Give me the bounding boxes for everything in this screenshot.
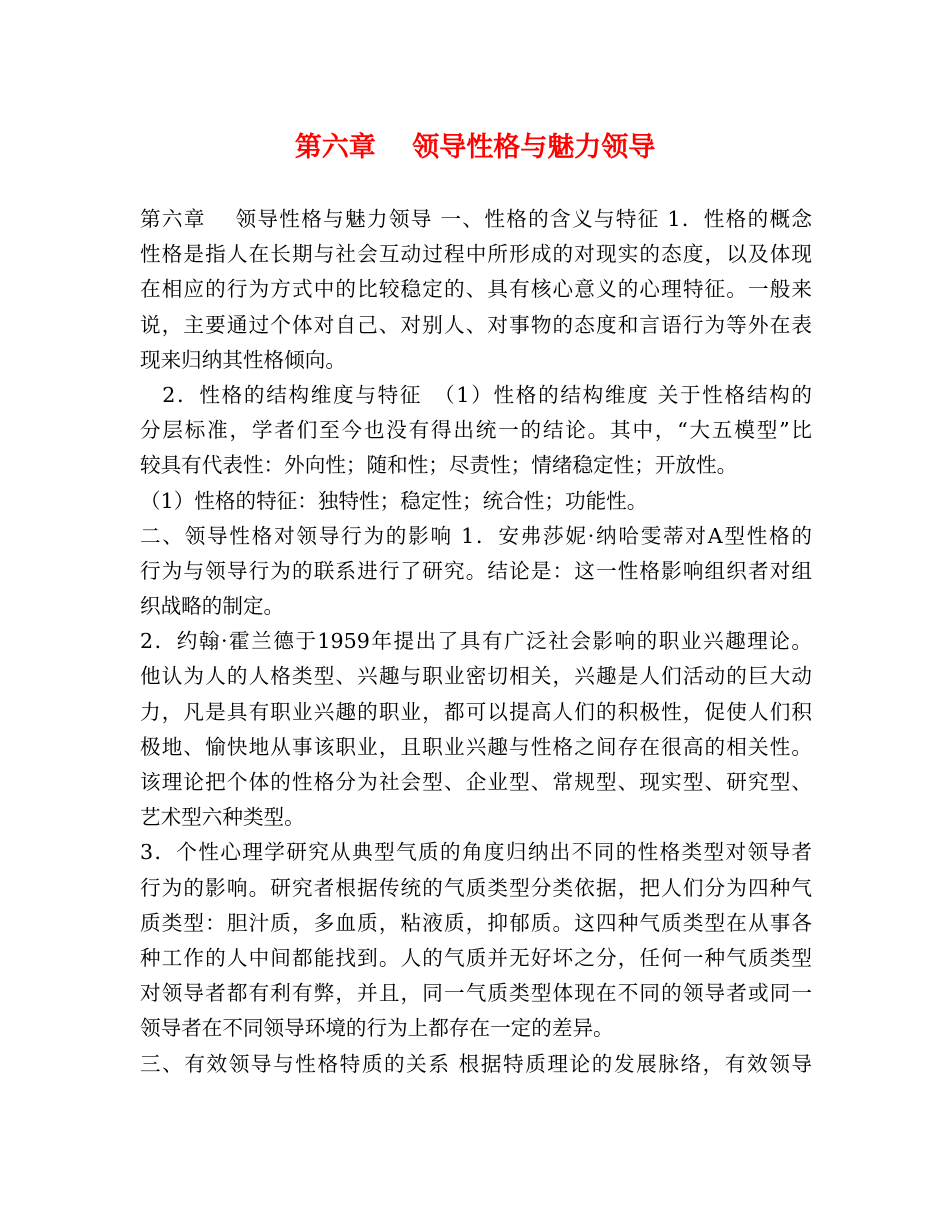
body-line: 第六章 领导性格与魅力领导 一、性格的含义与特征 1．性格的概念 bbox=[140, 207, 812, 231]
body-line: 行为的影响。研究者根据传统的气质类型分类依据，把人们分为四种气 bbox=[140, 875, 812, 900]
body-line: 行为与领导行为的联系进行了研究。结论是：这一性格影响组织者对组 bbox=[140, 558, 812, 583]
body-line: 质类型：胆汁质，多血质，粘液质，抑郁质。这四种气质类型在从事各 bbox=[140, 910, 812, 935]
body-line: 该理论把个体的性格分为社会型、企业型、常规型、现实型、研究型、 bbox=[140, 770, 812, 794]
body-line: 现来归纳其性格倾向。 bbox=[140, 347, 346, 372]
document-title: 第六章 领导性格与魅力领导 bbox=[294, 132, 656, 163]
body-line: 三、有效领导与性格特质的关系 根据特质理论的发展脉络，有效领导 bbox=[140, 1051, 812, 1076]
body-line: 较具有代表性：外向性；随和性；尽责性；情绪稳定性；开放性。 bbox=[140, 453, 738, 478]
body-line: 织战略的制定。 bbox=[140, 594, 285, 619]
body-line: 二、领导性格对领导行为的影响 1．安弗莎妮·纳哈雯蒂对A型性格的 bbox=[140, 523, 812, 548]
body-line: 3．个性心理学研究从典型气质的角度归纳出不同的性格类型对领导者 bbox=[140, 840, 812, 865]
body-line: 2．约翰·霍兰德于1959年提出了具有广泛社会影响的职业兴趣理论。 bbox=[140, 629, 812, 654]
body-line: 他认为人的人格类型、兴趣与职业密切相关，兴趣是人们活动的巨大动 bbox=[140, 664, 812, 689]
body-line: 极地、愉快地从事该职业，且职业兴趣与性格之间存在很高的相关性。 bbox=[140, 734, 812, 759]
document-body bbox=[140, 202, 812, 1082]
body-line: 说，主要通过个体对自己、对别人、对事物的态度和言语行为等外在表 bbox=[140, 312, 812, 337]
body-line: 力，凡是具有职业兴趣的职业，都可以提高人们的积极性，促使人们积 bbox=[140, 699, 812, 724]
body-line: 性格是指人在长期与社会互动过程中所形成的对现实的态度，以及体现 bbox=[140, 242, 812, 267]
body-line: 在相应的行为方式中的比较稳定的、具有核心意义的心理特征。一般来 bbox=[140, 277, 812, 302]
body-line: 分层标准，学者们至今也没有得出统一的结论。其中，“大五模型”比 bbox=[140, 418, 812, 443]
body-line: 2．性格的结构维度与特征 （1）性格的结构维度 关于性格结构的 bbox=[140, 382, 812, 407]
body-line: 种工作的人中间都能找到。人的气质并无好坏之分，任何一种气质类型 bbox=[140, 945, 812, 970]
body-line: 领导者在不同领导环境的行为上都存在一定的差异。 bbox=[140, 1016, 614, 1041]
body-line: 对领导者都有利有弊，并且，同一气质类型体现在不同的领导者或同一 bbox=[140, 981, 812, 1006]
body-line: 艺术型六种类型。 bbox=[140, 805, 305, 830]
body-line: （1）性格的特征：独特性；稳定性；统合性；功能性。 bbox=[140, 488, 648, 513]
